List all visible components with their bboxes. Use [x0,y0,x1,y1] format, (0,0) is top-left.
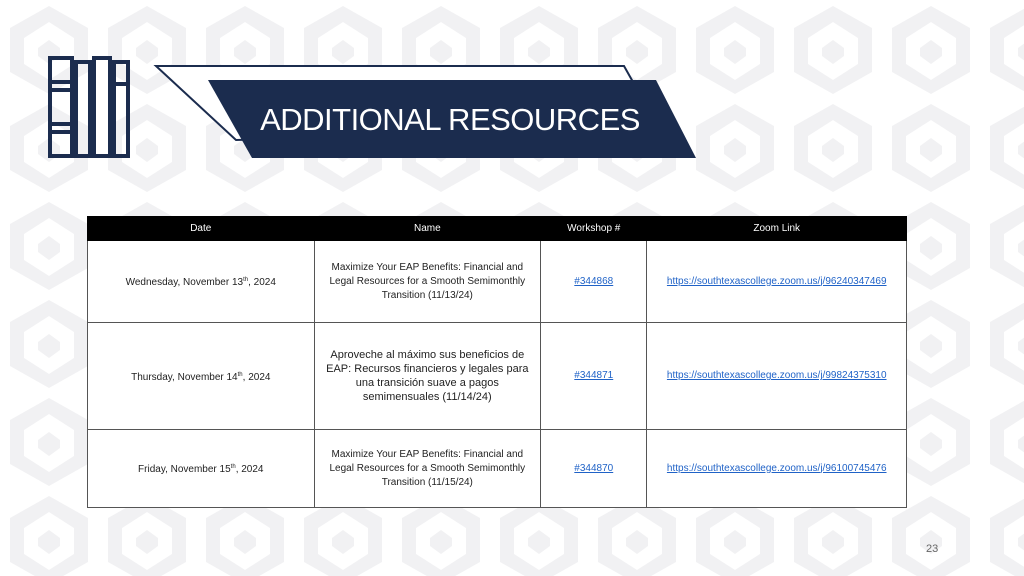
table-row [88,430,907,508]
page-number: 23 [926,543,939,555]
date-year: , 2024 [248,277,276,288]
column-header-zoom-link: Zoom Link [647,217,907,241]
date-text: Friday, November 15 [138,464,231,475]
date-ordinal: th [237,371,243,378]
zoom-link-cell [647,241,907,323]
zoom-link[interactable]: https://southtexascollege.zoom.us/j/96240347469 [666,275,887,287]
table-row [88,323,907,430]
resources-table [87,216,907,508]
zoom-link[interactable]: https://southtexascollege.zoom.us/j/96100745476 [666,462,887,474]
date-ordinal: th [230,464,236,470]
slide-title: ADDITIONAL RESOURCES [260,102,640,137]
workshop-cell [541,241,647,323]
column-header-name: Name [314,217,541,241]
date-year: , 2024 [235,464,264,475]
workshop-cell [541,323,647,430]
date-text: Thursday, November 14 [131,371,238,383]
workshop-link[interactable]: #344868 [574,275,614,287]
date-cell [88,323,315,430]
date-cell [88,430,315,508]
column-header-date: Date [88,217,315,241]
table-header-row [88,217,907,241]
date-year: , 2024 [242,371,271,383]
date-ordinal: th [243,277,249,283]
name-cell: Maximize Your EAP Benefits: Financial and Legal Resources for a Smooth Semimonthly Transition (11/15/24) [314,430,541,508]
books-icon [44,54,134,160]
workshop-cell [541,430,647,508]
table-row [88,241,907,323]
date-cell [88,241,315,323]
zoom-link[interactable]: https://southtexascollege.zoom.us/j/99824375310 [666,370,887,381]
workshop-link[interactable]: #344870 [574,462,614,474]
zoom-link-cell [647,430,907,508]
name-cell: Maximize Your EAP Benefits: Financial and Legal Resources for a Smooth Semimonthly Transition (11/13/24) [314,241,541,323]
zoom-link-cell [647,323,907,430]
name-cell: Aproveche al máximo sus beneficios de EAP: Recursos financieros y legales para una transición suave a pagos semimensuales (11/14/24) [314,323,541,430]
column-header-workshop: Workshop # [541,217,647,241]
workshop-link[interactable]: #344871 [574,370,614,381]
date-text: Wednesday, November 13 [125,277,244,288]
